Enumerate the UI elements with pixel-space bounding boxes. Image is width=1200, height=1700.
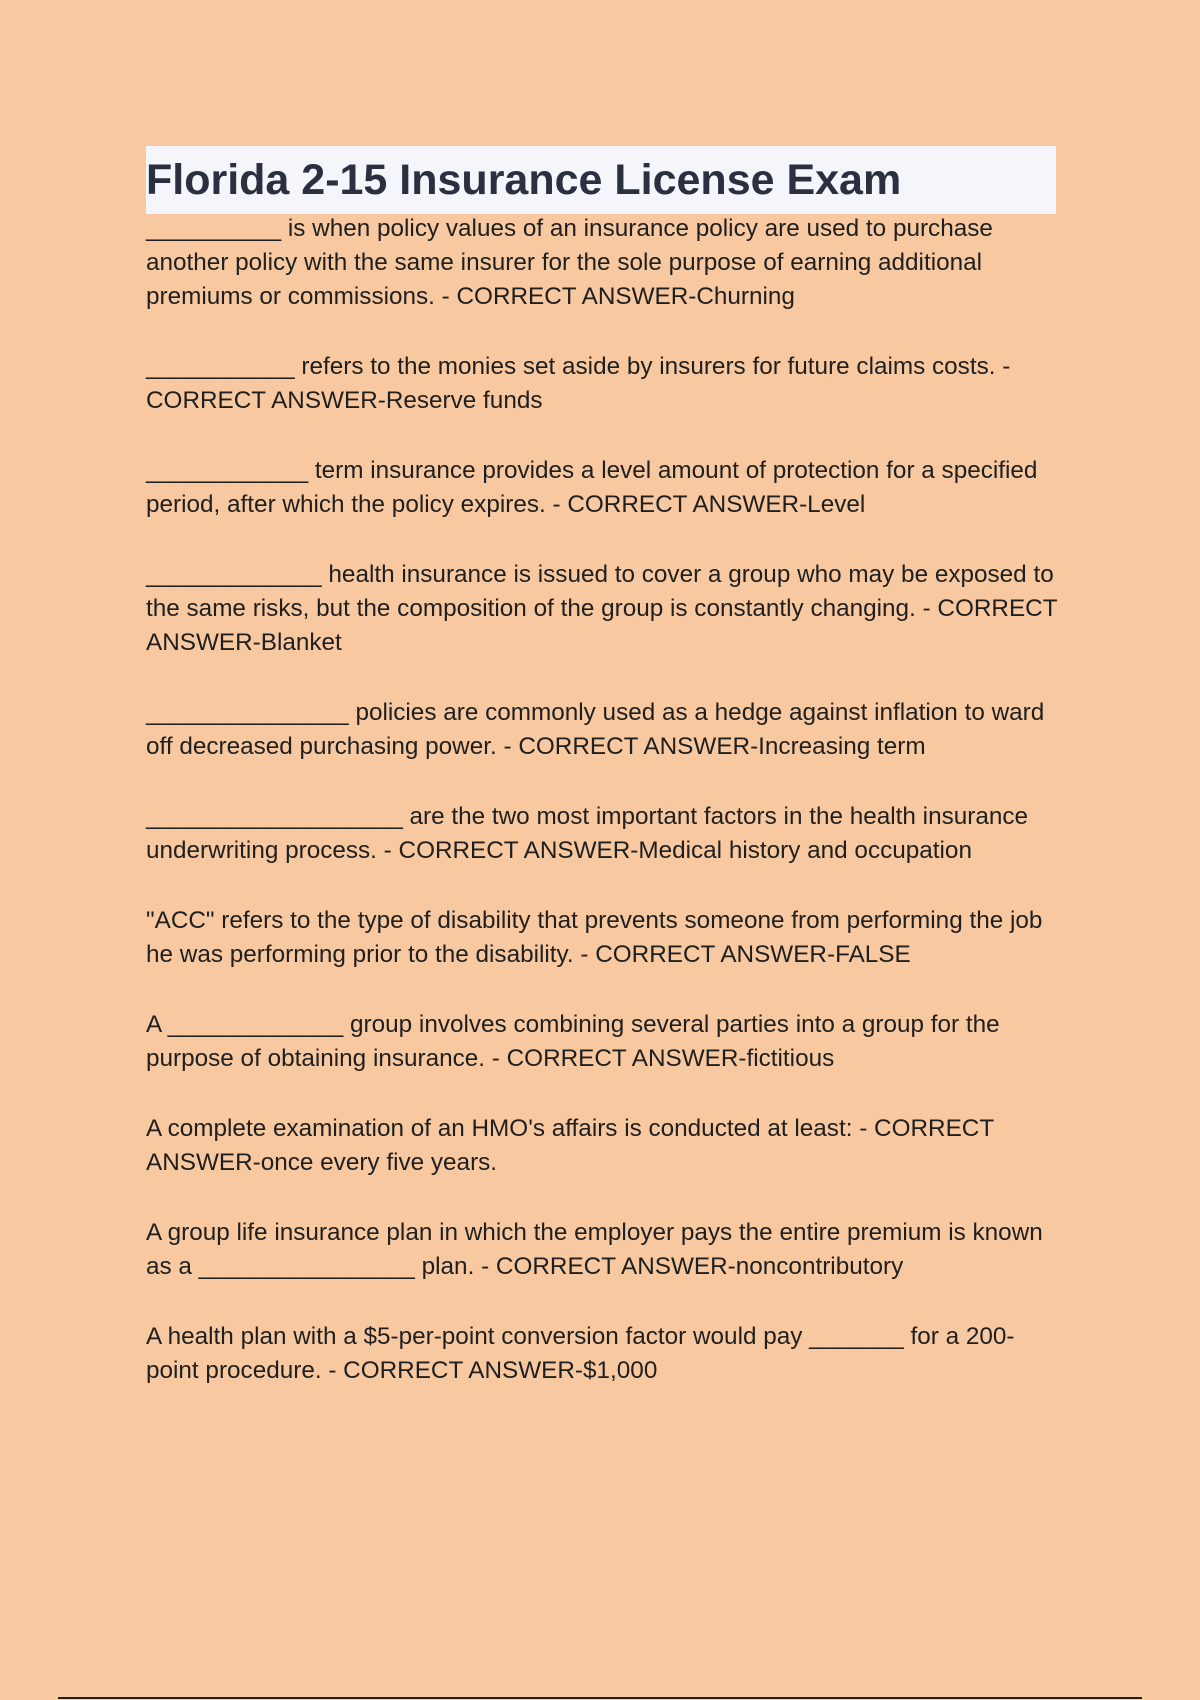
qa-list xyxy=(146,212,1062,1424)
qa-entry: ___________________ are the two most important factors in the health insurance underwriting process. - CORRECT ANSWER-Medical history and occupation xyxy=(146,803,1029,864)
qa-entry: ____________ term insurance provides a level amount of protection for a specified period, after which the policy expires. - CORRECT ANSWER-Level xyxy=(146,457,1038,518)
qa-entry: _____________ health insurance is issued to cover a group who may be exposed to the same risks, but the composition of the group is constantly changing. - CORRECT ANSWER-Blanket xyxy=(146,561,1058,656)
page-bottom-rule xyxy=(58,1697,1142,1699)
qa-entry: A _____________ group involves combining several parties into a group for the purpose of obtaining insurance. - CORRECT ANSWER-fictitious xyxy=(146,1011,1000,1072)
qa-entry: ___________ refers to the monies set aside by insurers for future claims costs. - CORRECT ANSWER-Reserve funds xyxy=(146,353,1011,414)
qa-entry: _______________ policies are commonly used as a hedge against inflation to ward off decreased purchasing power. - CORRECT ANSWER-Increasing term xyxy=(146,699,1045,760)
qa-entry: A group life insurance plan in which the employer pays the entire premium is known as a ________________ plan. - CORRECT ANSWER-noncontributory xyxy=(146,1219,1043,1280)
title-bar xyxy=(146,146,1056,214)
qa-entry: __________ is when policy values of an insurance policy are used to purchase another policy with the same insurer for the sole purpose of earning additional premiums or commissions. - CORRECT ANSWER-Churning xyxy=(146,215,993,310)
qa-entry: A health plan with a $5-per-point conversion factor would pay _______ for a 200-point procedure. - CORRECT ANSWER-$1,000 xyxy=(146,1323,1015,1384)
qa-entry: A complete examination of an HMO's affairs is conducted at least: - CORRECT ANSWER-once every five years. xyxy=(146,1115,994,1176)
qa-entry: "ACC" refers to the type of disability that prevents someone from performing the job he was performing prior to the disability. - CORRECT ANSWER-FALSE xyxy=(146,907,1043,968)
document-title: Florida 2-15 Insurance License Exam xyxy=(146,156,902,204)
